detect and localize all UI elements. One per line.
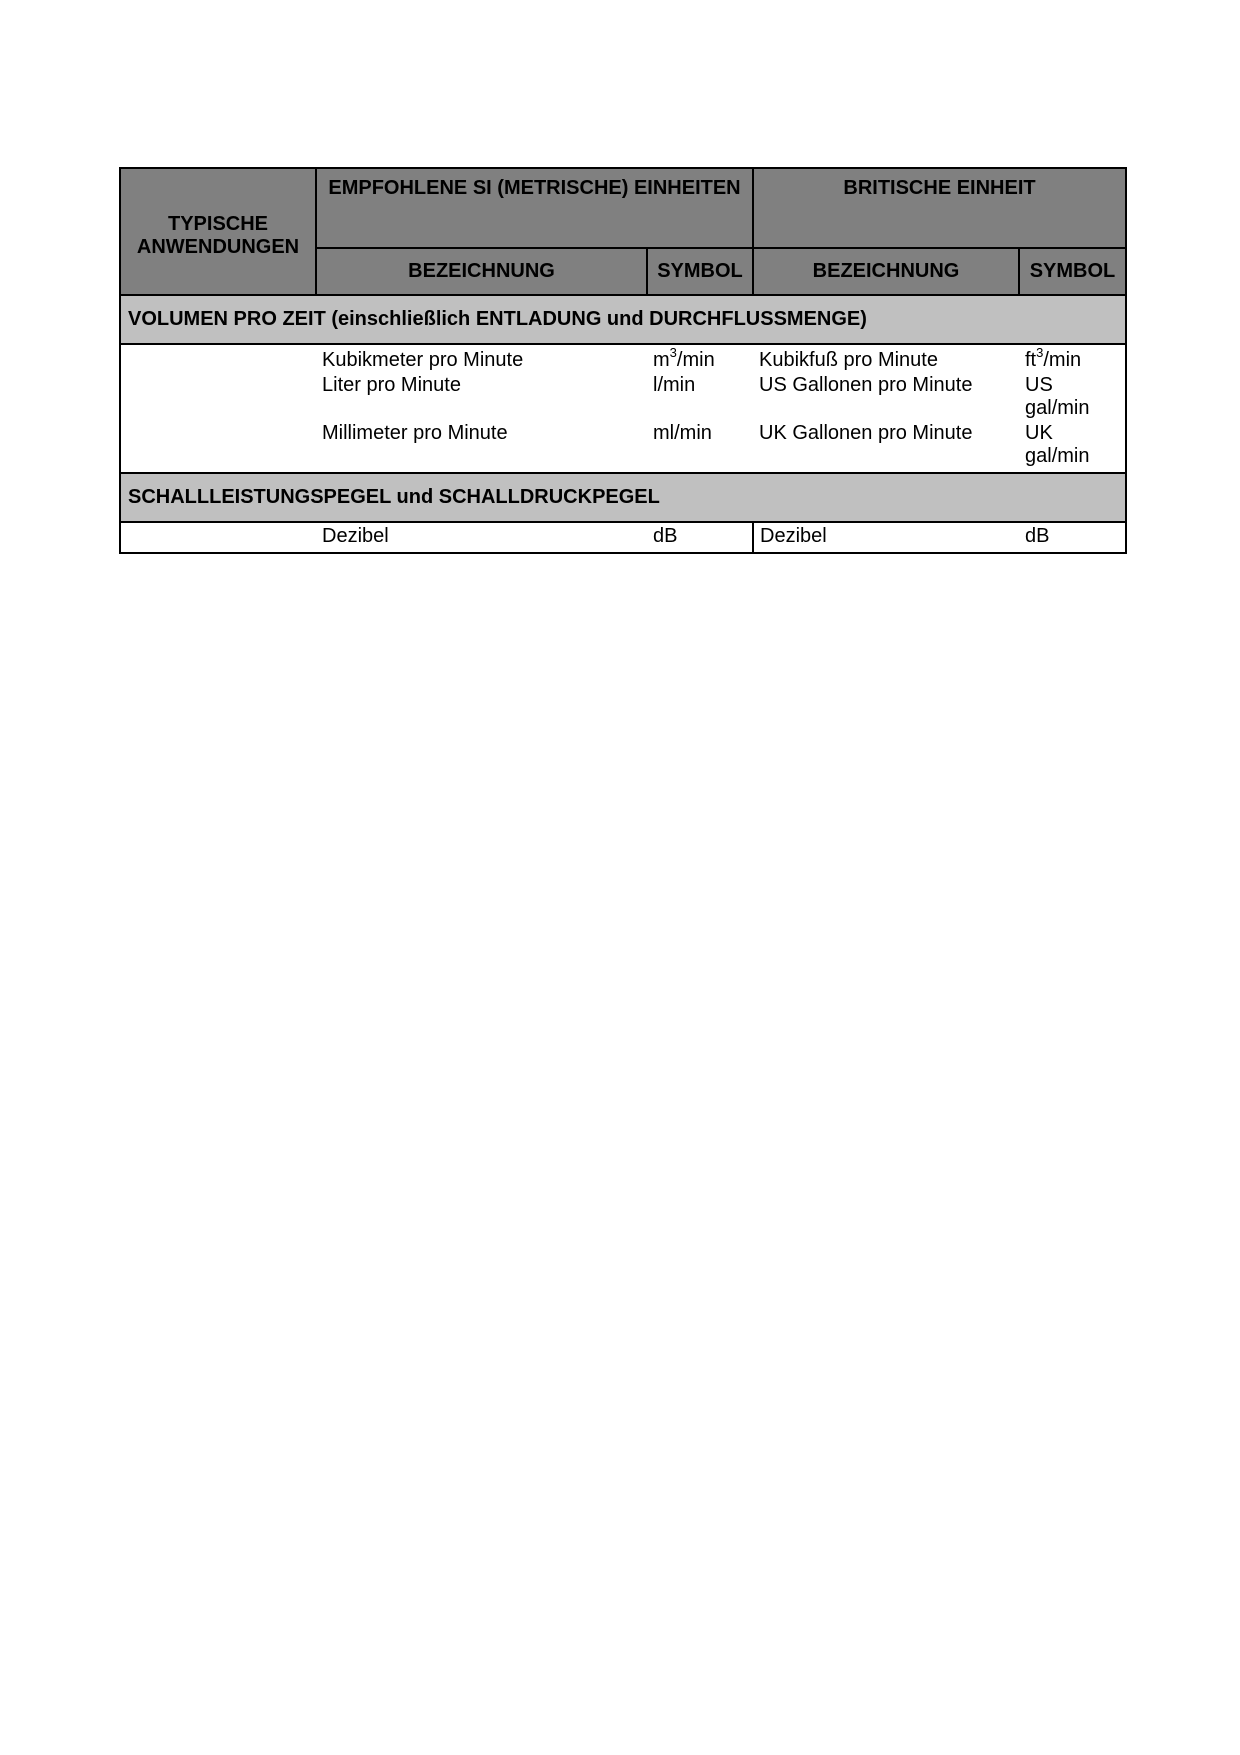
brit-symbol-cell: UK gal/min [1019, 420, 1126, 473]
table-row [120, 372, 1126, 420]
application-cell [120, 344, 316, 372]
si-symbol-cell: ml/min [647, 420, 753, 473]
brit-name-cell: Dezibel [753, 522, 1019, 553]
application-cell [120, 372, 316, 420]
header-si-symbol: SYMBOL [647, 248, 753, 295]
si-symbol-cell: l/min [653, 374, 696, 396]
brit-name-cell: US Gallonen pro Minute [759, 374, 973, 396]
header-typical-applications: TYPISCHE ANWENDUNGEN [120, 168, 316, 295]
section-row [120, 473, 1126, 522]
brit-symbol-cell [1019, 344, 1126, 372]
brit-symbol-exponent: 3 [1036, 345, 1044, 361]
table-row [120, 420, 1126, 473]
brit-symbol-rest: /min [1043, 349, 1082, 371]
brit-symbol-cell: US gal/min [1019, 372, 1126, 420]
si-symbol-cell [647, 344, 753, 372]
header-brit-symbol: SYMBOL [1019, 248, 1126, 295]
table-row [120, 344, 1126, 372]
si-symbol-base: m [653, 349, 670, 371]
section-title-volume-per-time: VOLUMEN PRO ZEIT (einschließlich ENTLADUNG und DURCHFLUSSMENGE) [120, 295, 1126, 344]
si-symbol-cell: dB [647, 522, 753, 553]
si-name-cell: Kubikmeter pro Minute [322, 349, 524, 371]
section-row [120, 295, 1126, 344]
si-name-cell: Millimeter pro Minute [316, 420, 647, 473]
application-cell [120, 420, 316, 473]
table-row [120, 522, 1126, 553]
header-si-units: EMPFOHLENE SI (METRISCHE) EINHEITEN [316, 168, 753, 248]
si-symbol-exponent: 3 [669, 345, 677, 361]
brit-symbol-cell: dB [1019, 522, 1126, 553]
section-title-sound-levels: SCHALLLEISTUNGSPEGEL und SCHALLDRUCKPEGEL [120, 473, 1126, 522]
si-symbol-rest: /min [676, 349, 715, 371]
header-brit-designation: BEZEICHNUNG [753, 248, 1019, 295]
brit-name-cell: UK Gallonen pro Minute [753, 420, 1019, 473]
brit-symbol-base: ft [1025, 349, 1037, 371]
header-si-designation: BEZEICHNUNG [316, 248, 647, 295]
brit-name-cell: Kubikfuß pro Minute [759, 349, 938, 371]
units-table [119, 167, 1127, 554]
si-name-cell: Liter pro Minute [322, 374, 461, 396]
header-british-units: BRITISCHE EINHEIT [753, 168, 1126, 248]
si-name-cell: Dezibel [316, 522, 647, 553]
application-cell [120, 522, 316, 553]
